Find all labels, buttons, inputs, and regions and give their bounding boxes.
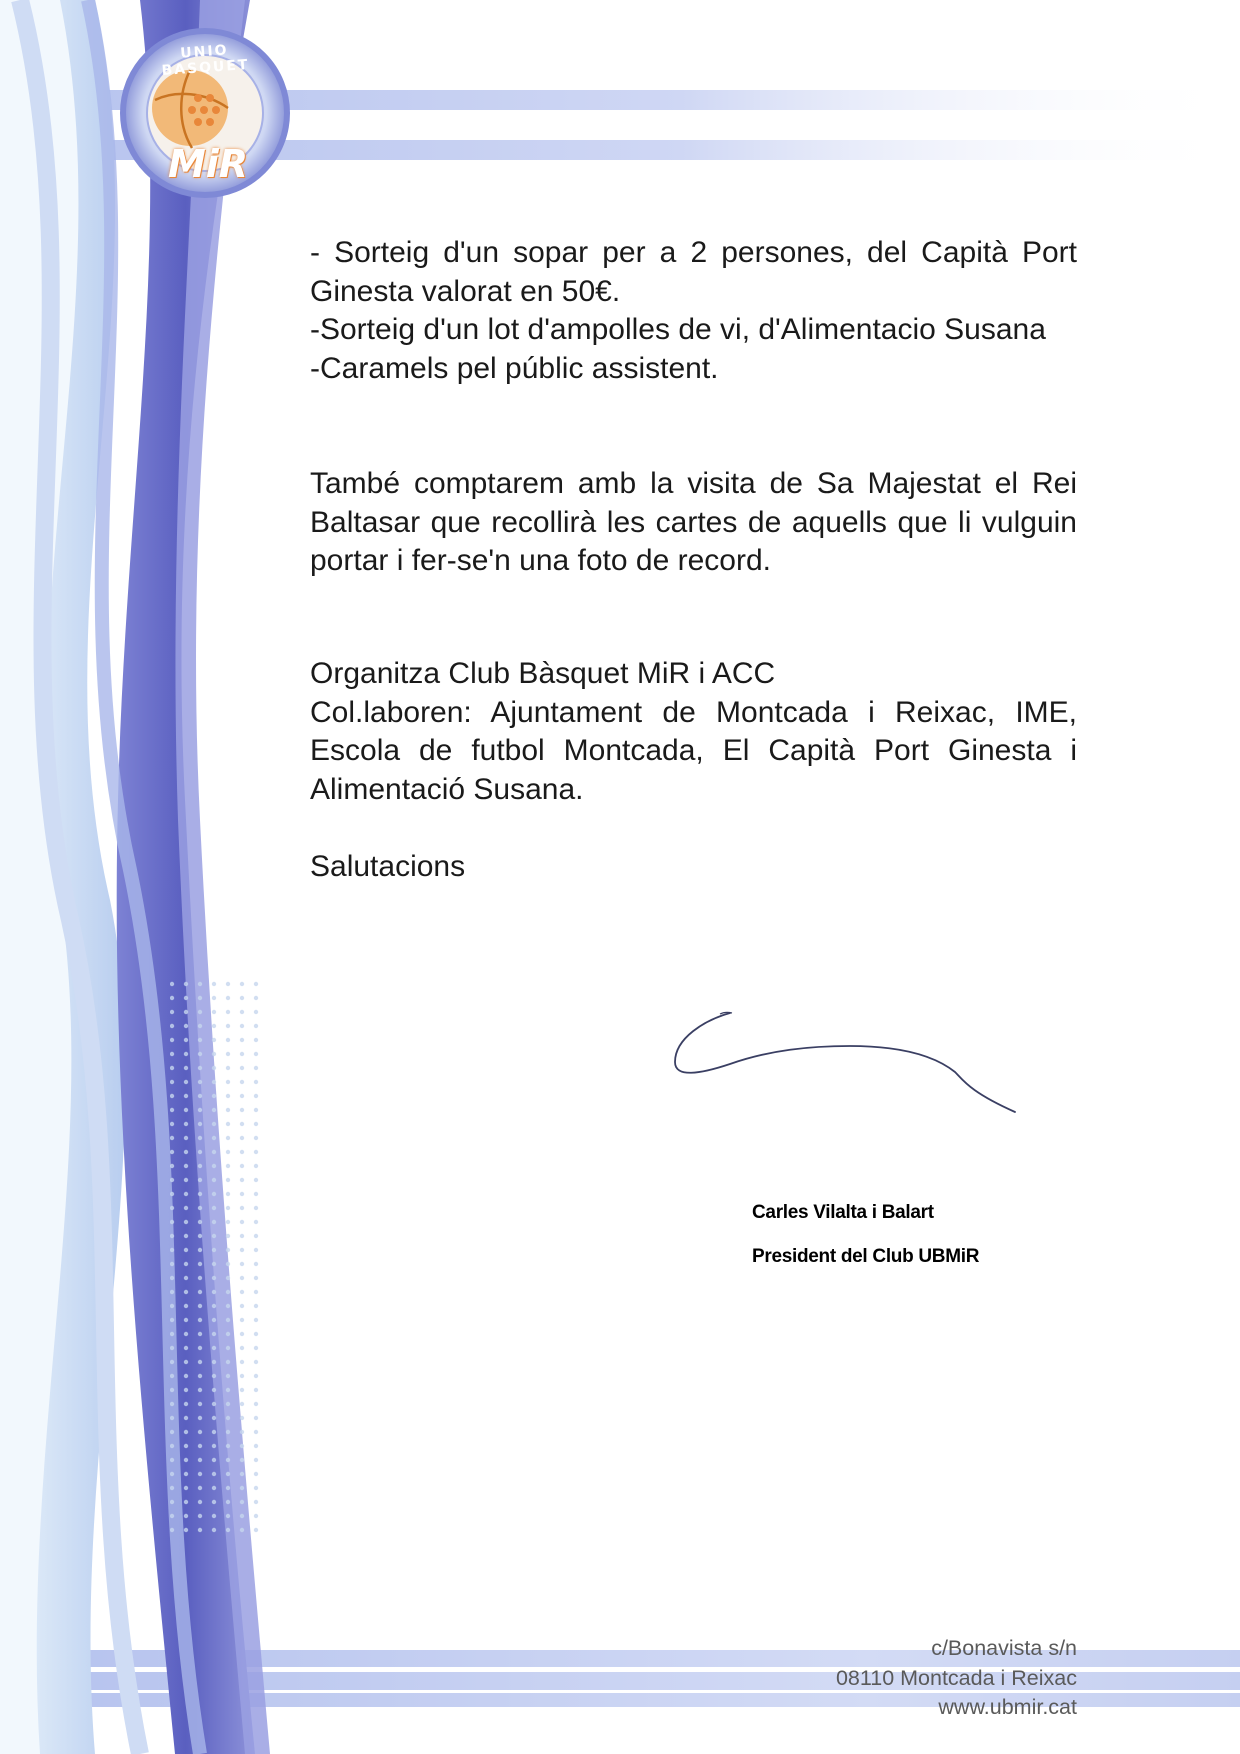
- raffle-item-wine: -Sorteig d'un lot d'ampolles de vi, d'Alimentacio Susana: [310, 313, 1046, 346]
- handwritten-signature: [660, 1000, 1030, 1120]
- raffles-list: [310, 234, 1077, 388]
- footer-website[interactable]: www.ubmir.cat: [938, 1695, 1077, 1719]
- logo-ring-text: UNIO BASQUET: [161, 42, 250, 80]
- organizers-paragraph: [310, 655, 1077, 809]
- signer-role: President del Club UBMiR: [752, 1246, 980, 1267]
- visit-text: També comptarem amb la visita de Sa Majestat el Rei Baltasar que recollirà les cartes de aquells que li vulguin portar i fer-se'n una foto de record.: [310, 467, 1077, 577]
- greeting-text: Salutacions: [310, 850, 466, 883]
- footer-street: c/Bonavista s/n: [931, 1636, 1077, 1660]
- visit-paragraph: [310, 465, 1077, 581]
- logo-wordmark: MiR: [167, 142, 249, 186]
- left-wave-decoration: [0, 0, 270, 1754]
- organizers-text: Organitza Club Bàsquet MiR i ACC: [310, 657, 776, 690]
- signer-name: Carles Vilalta i Balart: [752, 1202, 934, 1223]
- footer-city: 08110 Montcada i Reixac: [835, 1666, 1077, 1690]
- raffle-item-dinner: - Sorteig d'un sopar per a 2 persones, del Capità Port Ginesta valorat en 50€.: [310, 236, 1077, 308]
- collaborators-text: Col.laboren: Ajuntament de Montcada i Reixac, IME, Escola de futbol Montcada, El Capità Port Ginesta i Alimentació Susana.: [310, 695, 1077, 806]
- greeting: [310, 848, 1077, 887]
- raffle-item-candy: -Caramels pel públic assistent.: [310, 351, 719, 385]
